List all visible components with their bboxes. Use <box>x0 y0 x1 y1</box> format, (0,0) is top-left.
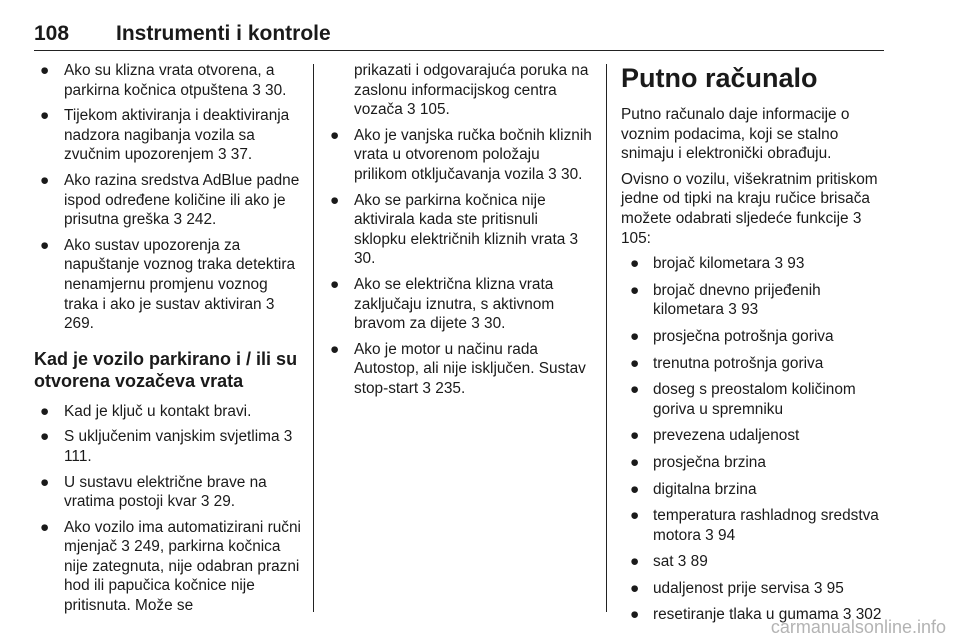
bullet-icon: ● <box>630 381 640 399</box>
watermark: carmanualsonline.info <box>770 617 946 637</box>
list-item <box>621 426 891 446</box>
bullet-icon: ● <box>330 126 340 144</box>
list-item <box>621 579 891 599</box>
bullet-icon: ● <box>40 107 50 125</box>
bullet-icon: ● <box>630 427 640 445</box>
list-item <box>34 61 302 100</box>
list-item-text: prevezena udaljenost <box>653 427 800 445</box>
list-item <box>34 518 302 616</box>
bullet-icon: ● <box>330 340 340 358</box>
continued-text: prikazati i odgovarajuća poruka na zaslonu informacijskog centra vozača 3 105. <box>354 62 589 119</box>
list-item <box>324 275 594 334</box>
list-item-text: prosječna brzina <box>653 453 766 471</box>
header-rule <box>34 50 884 51</box>
bullet-icon: ● <box>630 606 640 624</box>
column-2 <box>324 61 594 405</box>
list-item-text: Ako su klizna vrata otvorena, a parkirna kočnica otpuštena 3 30. <box>64 62 287 99</box>
list-item-text: prosječna potrošnja goriva <box>653 327 834 345</box>
list-item-text: Ako je vanjska ručka bočnih kliznih vrata u otvorenom položaju prilikom otključavanja vozila 3 30. <box>354 126 592 183</box>
bullet-icon: ● <box>40 473 50 491</box>
column-divider-2 <box>606 64 607 612</box>
bullet-icon: ● <box>630 480 640 498</box>
list-item <box>34 402 302 422</box>
list-item <box>621 552 891 572</box>
list-item <box>324 340 594 399</box>
bullet-icon: ● <box>40 402 50 420</box>
list-item-text: resetiranje tlaka u gumama 3 302 <box>653 606 882 624</box>
bullet-icon: ● <box>40 428 50 446</box>
page-header <box>34 22 884 52</box>
bullet-icon: ● <box>40 236 50 254</box>
list-item-text: U sustavu električne brave na vratima postoji kvar 3 29. <box>64 473 267 511</box>
list-item-text: Tijekom aktiviranja i deaktiviranja nadzora nagibanja vozila sa zvučnim upozorenjem 3 37. <box>64 107 290 164</box>
bullet-icon: ● <box>40 518 50 536</box>
list-item-text: sat 3 89 <box>653 553 708 571</box>
list-item <box>34 106 302 165</box>
trip-computer-functions <box>621 254 891 625</box>
list-item <box>324 191 594 269</box>
list-item-text: trenutna potrošnja goriva <box>653 354 824 372</box>
list-item <box>34 473 302 512</box>
list-item-text: Kad je ključ u kontakt bravi. <box>64 402 252 420</box>
column-1 <box>34 61 302 622</box>
bullet-icon: ● <box>40 62 50 79</box>
list-item <box>621 254 891 274</box>
bullet-icon: ● <box>630 507 640 525</box>
bullet-icon: ● <box>330 275 340 293</box>
page-number: 108 <box>34 22 70 45</box>
list-item-text: Ako vozilo ima automatizirani ručni mjenjač 3 249, parkirna kočnica nije zategnuta, nije odabran prazni hod ili papučica kočnice nije pritisnuta. Može se <box>64 518 301 615</box>
list-item <box>34 171 302 230</box>
list-item-text: doseg s preostalom količinom goriva u spremniku <box>653 381 856 418</box>
section-heading-trip-computer: Putno računalo <box>621 63 818 93</box>
list-item <box>621 380 891 419</box>
section-heading-parked: Kad je vozilo parkirano i / ili su otvorena vozačeva vrata <box>34 348 298 391</box>
list-item-text: Ako sustav upozorenja za napuštanje voznog traka detektira nenamjernu promjenu voznog traka i ako je sustav aktiviran 3 269. <box>64 236 296 333</box>
list-item-text: temperatura rashladnog sredstva motora 3 94 <box>653 507 879 544</box>
bullet-icon: ● <box>630 553 640 571</box>
list-item <box>34 427 302 466</box>
bullet-icon: ● <box>630 255 640 273</box>
column-3 <box>621 61 891 632</box>
bullet-icon: ● <box>330 191 340 209</box>
list-item-text: Ako je motor u načinu rada Autostop, ali nije isključen. Sustav stop-start 3 235. <box>354 340 586 397</box>
list-item <box>621 327 891 347</box>
list-item <box>621 506 891 545</box>
list-item-text: Ako se parkirna kočnica nije aktivirala kada ste pritisnuli sklopku električnih kliznih vrata 3 30. <box>354 191 579 268</box>
list-item <box>621 281 891 320</box>
list-item-text: brojač dnevno prijeđenih kilometara 3 93 <box>653 281 821 319</box>
list-item-text: Ako razina sredstva AdBlue padne ispod određene količine ili ako je prisutna greška 3 242. <box>64 171 300 229</box>
page-title: Instrumenti i kontrole <box>116 22 331 45</box>
list-item <box>621 480 891 500</box>
list-item <box>621 354 891 374</box>
door-warning-list <box>324 126 594 399</box>
bullet-icon: ● <box>630 453 640 471</box>
list-item <box>34 236 302 334</box>
bullet-icon: ● <box>630 327 640 345</box>
bullet-icon: ● <box>630 354 640 372</box>
bullet-icon: ● <box>630 281 640 299</box>
warning-list <box>34 61 302 334</box>
list-item <box>621 453 891 473</box>
column-divider-1 <box>313 64 314 612</box>
parked-warning-list <box>34 402 302 616</box>
instruction-paragraph: Ovisno o vozilu, višekratnim pritiskom jedne od tipki na kraju ručice brisača možete odabrati sljedeće funkcije 3 105: <box>621 170 878 247</box>
list-item <box>324 126 594 185</box>
bullet-icon: ● <box>40 171 50 189</box>
list-item-text: udaljenost prije servisa 3 95 <box>653 579 844 597</box>
bullet-icon: ● <box>630 579 640 597</box>
list-item-text: S uključenim vanjskim svjetlima 3 111. <box>64 428 293 465</box>
list-item-text: Ako se električna klizna vrata zaključaju iznutra, s aktivnom bravom za dijete 3 30. <box>354 275 555 333</box>
list-item-text: brojač kilometara 3 93 <box>653 255 805 273</box>
intro-paragraph: Putno računalo daje informacije o voznim podacima, koji se stalno snimaju i elektronički obrađuju. <box>621 106 850 163</box>
list-item-text: digitalna brzina <box>653 480 757 498</box>
